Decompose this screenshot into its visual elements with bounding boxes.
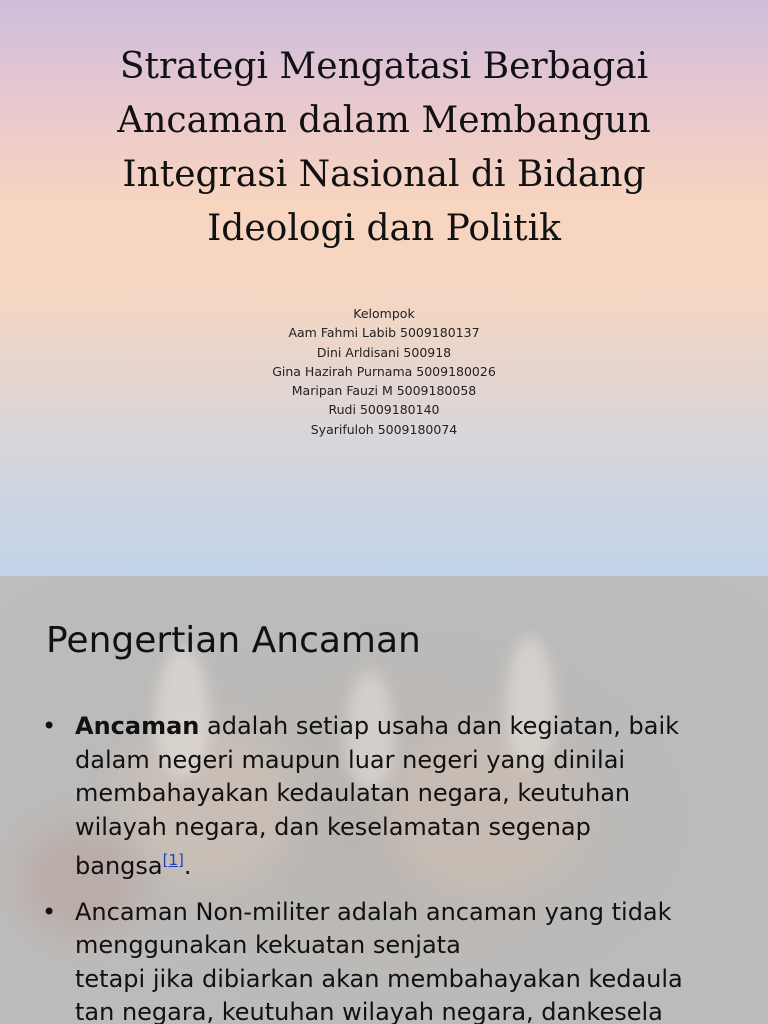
bullet-list bbox=[42, 710, 742, 1024]
title-line: Integrasi Nasional di Bidang bbox=[122, 154, 646, 195]
bullet-text: tetapi jika dibiarkan akan membahayakan kedaula bbox=[75, 964, 683, 993]
group-label: Kelompok bbox=[353, 306, 415, 321]
bullet-text: wilayah negara, dan keselamatan segenap bbox=[75, 812, 591, 841]
bullet-item bbox=[42, 896, 742, 1024]
group-members bbox=[0, 304, 768, 439]
slide-heading: Pengertian Ancaman bbox=[46, 620, 421, 661]
member-entry: Syarifuloh 5009180074 bbox=[310, 421, 458, 437]
bullet-text: tan negara, keutuhan wilayah negara, dankesela bbox=[75, 998, 663, 1024]
bullet-point-icon: • bbox=[42, 712, 57, 740]
bullet-text: membahayakan kedaulatan negara, keutuhan bbox=[75, 779, 631, 807]
bullet-text: adalah setiap usaha dan kegiatan, baik bbox=[199, 712, 680, 740]
member-entry: Maripan Fauzi M 5009180058 bbox=[291, 383, 477, 399]
title-line: Ancaman dalam Membangun bbox=[117, 100, 651, 141]
bullet-text: dalam negeri maupun luar negeri yang dinilai bbox=[75, 745, 626, 774]
bullet-point-icon: • bbox=[42, 897, 57, 926]
member-entry: Aam Fahmi Labib 5009180137 bbox=[288, 325, 480, 341]
bullet-text: bangsa bbox=[75, 852, 163, 880]
footnote-link[interactable]: [1] bbox=[162, 851, 184, 869]
bullet-text: Ancaman Non-militer adalah ancaman yang tidak bbox=[75, 897, 672, 926]
member-entry: Gina Hazirah Purnama 5009180026 bbox=[272, 363, 496, 379]
bullet-text: . bbox=[183, 852, 192, 880]
slide-title bbox=[40, 40, 728, 256]
content-slide bbox=[0, 576, 768, 1024]
term-ancaman: Ancaman bbox=[75, 712, 200, 740]
bullet-text: menggunakan kekuatan senjata bbox=[75, 931, 461, 959]
title-line: Ideologi dan Politik bbox=[207, 208, 561, 249]
member-entry: Dini Arldisani 500918 bbox=[316, 344, 452, 360]
member-entry: Rudi 5009180140 bbox=[328, 402, 440, 418]
bullet-item bbox=[42, 710, 742, 884]
title-line: Strategi Mengatasi Berbagai bbox=[119, 46, 649, 87]
